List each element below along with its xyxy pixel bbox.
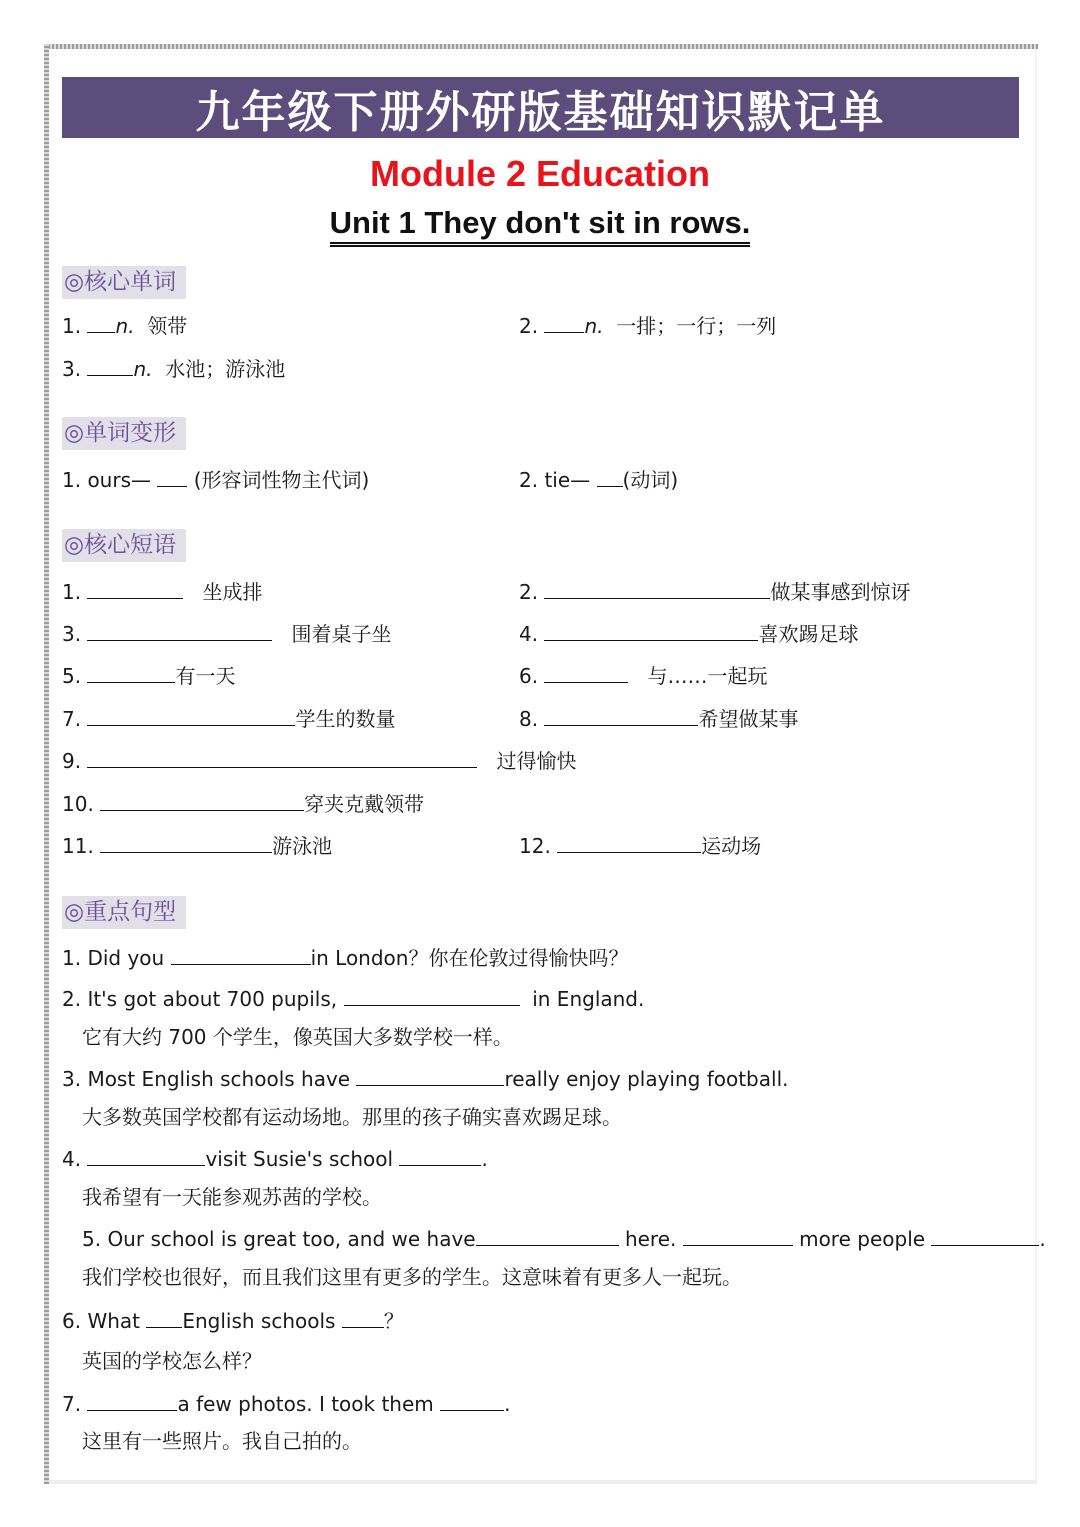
phrase-item-5: 5. 有一天 — [62, 664, 236, 688]
unit-title-wrap — [0, 205, 1080, 247]
answer-blank[interactable] — [87, 578, 183, 599]
module-title: Module 2 Education — [369, 153, 710, 194]
sentence-item-2: 2. It's got about 700 pupils, in England. — [62, 987, 645, 1011]
answer-blank[interactable] — [440, 1390, 504, 1411]
answer-blank[interactable] — [87, 1390, 177, 1411]
answer-blank[interactable] — [399, 1145, 481, 1166]
answer-blank[interactable] — [100, 790, 304, 811]
answer-blank[interactable] — [87, 705, 295, 726]
section-heading-sentences: ◎重点句型 — [62, 896, 186, 929]
answer-blank[interactable] — [342, 1307, 384, 1328]
sentence-item-6: 6. What English schools ？ — [62, 1309, 404, 1333]
answer-blank[interactable] — [544, 312, 584, 333]
title-banner — [62, 77, 1019, 138]
sentence-item-3: 3. Most English schools have really enjoy playing football. — [62, 1067, 789, 1091]
phrase-item-1: 1. 坐成排 — [62, 580, 263, 604]
sentence-item-4: 4. visit Susie's school . — [62, 1147, 488, 1171]
answer-blank[interactable] — [356, 1065, 504, 1086]
page-frame-right — [1035, 49, 1037, 1484]
section-heading-phrases: ◎核心短语 — [62, 529, 186, 562]
phrase-item-3: 3. 围着桌子坐 — [62, 622, 392, 646]
page-border-top — [44, 44, 1038, 49]
answer-blank[interactable] — [544, 662, 628, 683]
form-item-2: 2. tie— (动词) — [519, 468, 679, 492]
phrase-item-7: 7. 学生的数量 — [62, 707, 396, 731]
vocab-item-3: 3. n. 水池；游泳池 — [62, 357, 286, 381]
answer-blank[interactable] — [557, 832, 701, 853]
phrase-item-2: 2. 做某事感到惊讶 — [519, 580, 911, 604]
answer-blank[interactable] — [100, 832, 272, 853]
page-title: 九年级下册外研版基础知识默记单 — [195, 86, 886, 138]
sentence-translation-7: 这里有一些照片。我自己拍的。 — [82, 1429, 362, 1453]
answer-blank[interactable] — [544, 620, 758, 641]
form-item-1: 1. ours— (形容词性物主代词) — [62, 468, 370, 492]
answer-blank[interactable] — [597, 466, 623, 487]
answer-blank[interactable] — [544, 705, 698, 726]
answer-blank[interactable] — [476, 1225, 619, 1246]
answer-blank[interactable] — [87, 620, 272, 641]
page-border-left — [44, 44, 49, 1484]
page-frame-bottom — [49, 1480, 1037, 1484]
answer-blank[interactable] — [87, 312, 115, 333]
unit-title: Unit 1 They don't sit in rows. — [330, 205, 751, 247]
answer-blank[interactable] — [87, 355, 133, 376]
phrase-item-9: 9. 过得愉快 — [62, 749, 577, 773]
answer-blank[interactable] — [157, 466, 187, 487]
phrase-item-4: 4. 喜欢踢足球 — [519, 622, 859, 646]
section-heading-forms: ◎单词变形 — [62, 417, 186, 450]
answer-blank[interactable] — [146, 1307, 182, 1328]
sentence-translation-4: 我希望有一天能参观苏茜的学校。 — [82, 1185, 382, 1209]
answer-blank[interactable] — [683, 1225, 793, 1246]
answer-blank[interactable] — [171, 944, 311, 965]
answer-blank[interactable] — [544, 578, 770, 599]
answer-blank[interactable] — [87, 662, 175, 683]
phrase-item-8: 8. 希望做某事 — [519, 707, 799, 731]
phrase-item-6: 6. 与……一起玩 — [519, 664, 768, 688]
section-heading-vocab: ◎核心单词 — [62, 266, 186, 299]
answer-blank[interactable] — [87, 1145, 205, 1166]
vocab-item-1: 1. n. 领带 — [62, 314, 188, 338]
sentence-translation-2: 它有大约 700 个学生，像英国大多数学校一样。 — [82, 1025, 513, 1049]
phrase-item-12: 12. 运动场 — [519, 834, 762, 858]
sentence-item-7: 7. a few photos. I took them . — [62, 1392, 511, 1416]
answer-blank[interactable] — [87, 747, 477, 768]
vocab-item-2: 2. n. 一排；一行；一列 — [519, 314, 777, 338]
answer-blank[interactable] — [931, 1225, 1039, 1246]
sentence-item-1: 1. Did you in London？你在伦敦过得愉快吗？ — [62, 946, 629, 970]
sentence-translation-5: 我们学校也很好，而且我们这里有更多的学生。这意味着有更多人一起玩。 — [82, 1265, 742, 1289]
sentence-translation-3: 大多数英国学校都有运动场地。那里的孩子确实喜欢踢足球。 — [82, 1105, 622, 1129]
answer-blank[interactable] — [344, 985, 520, 1006]
sentence-translation-6: 英国的学校怎么样？ — [82, 1349, 262, 1373]
phrase-item-10: 10. 穿夹克戴领带 — [62, 792, 425, 816]
sentence-item-5: 5. Our school is great too, and we have here. more people . — [82, 1227, 1046, 1251]
phrase-item-11: 11. 游泳池 — [62, 834, 333, 858]
